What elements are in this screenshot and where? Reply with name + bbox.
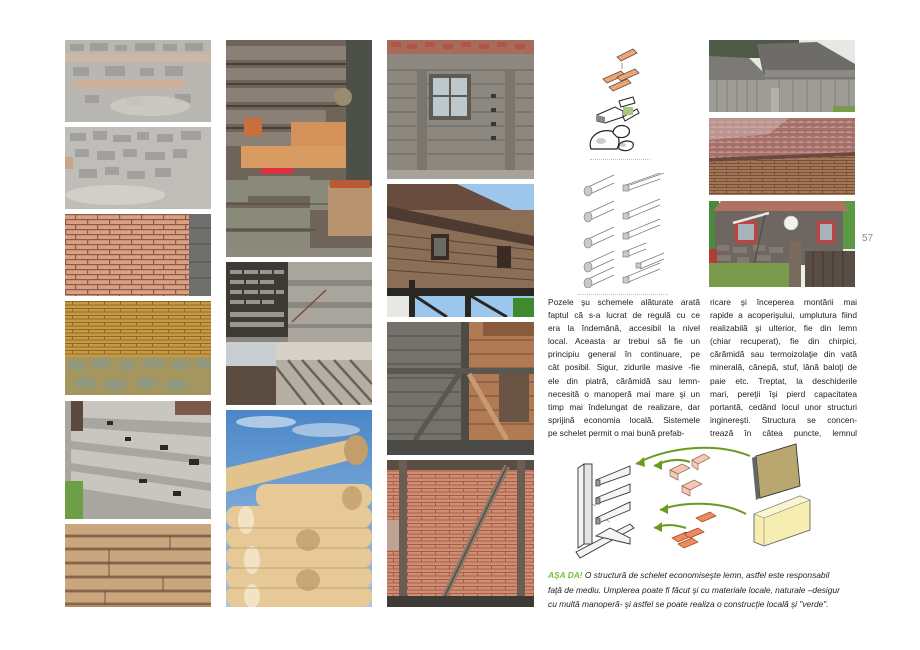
photo-rubble-stone-wall <box>65 127 211 209</box>
text-line: realizabilă şi ulterior, fie din lemn <box>710 323 857 334</box>
photo-wooden-planks <box>65 524 211 607</box>
text-divider <box>578 294 668 295</box>
text-line: principiu general în continuare, pe <box>548 349 700 360</box>
caption-line-2: faţă de mediu. Umplerea poate fi făcut şi cu materiale locale, naturale –desigur <box>548 584 840 595</box>
text-line: portantă, cedând locul unor structuri <box>710 401 857 412</box>
photo-wooden-barns <box>709 40 855 112</box>
photo-wooden-house-window <box>387 40 534 179</box>
text-line: sprijină economia locală. Sistemele <box>548 414 700 425</box>
text-line: inginereşti. Structura se concen- <box>710 414 857 425</box>
text-line: pe schelet permit o mai bună prefab- <box>548 427 685 438</box>
photo-timber-frame-brace <box>387 322 534 455</box>
photo-tiled-roof-brick-wall <box>709 118 855 195</box>
body-text-left-column <box>548 296 700 440</box>
page-number: 57 <box>862 233 874 244</box>
photo-stone-brick-wall <box>65 40 211 122</box>
text-line: ricare şi începerea montării mai <box>710 297 857 307</box>
text-line: cât posibil. Sigur, zidurile masive -fie <box>548 362 700 373</box>
text-line: Pozele şu schemele alăturate arată <box>548 297 700 307</box>
diagram-logs-and-beams <box>580 173 670 288</box>
body-text-right-column <box>710 296 857 440</box>
photo-brick-wall <box>65 214 211 296</box>
photo-brick-infill-timber <box>387 460 534 607</box>
photo-wooden-house-fence <box>387 184 534 317</box>
text-line: local. Aceasta ar trebui să fie un <box>548 336 700 347</box>
diagram-frame-infill-materials <box>570 440 820 565</box>
text-line: necesită o manoperă mai mare şi un <box>548 388 700 399</box>
caption-text: O structură de schelet economiseşte lemn, astfel este responsabil <box>582 570 830 580</box>
diagram-materials-bricks-stones <box>585 45 685 160</box>
text-line: faptul că s-a lucrat de regulă cu ce <box>548 310 700 321</box>
text-line: minerală, cânepă, stuf, lână baloţi de <box>710 362 857 373</box>
text-line: era la îndemână, accesibil la nivel <box>548 323 700 334</box>
text-line: rapide a acoperişului, umplutura fiind <box>710 310 857 321</box>
caption-line-3: cu multă manoperă- şi astfel se poate realiza o construcţie locală şi "verde". <box>548 599 829 609</box>
photo-round-log-cabin <box>226 410 372 607</box>
figure-caption <box>548 568 868 612</box>
text-line: paie etc. Treptat, la deschiderile <box>710 375 857 386</box>
text-line: trează în câtea puncte, lemnul <box>710 427 857 438</box>
text-line: timp mai îndelungat de realizare, dar <box>548 401 700 412</box>
caption-highlight: AŞA DA! <box>548 570 583 580</box>
photo-stone-house-satellite <box>709 201 855 287</box>
diagram-divider <box>590 159 650 160</box>
text-line: ele din piatră, cărămidă sau lemn- <box>548 375 700 386</box>
photo-log-corner-stone-foundation <box>226 40 372 257</box>
photo-stacked-stone-wood-lattice <box>226 262 372 405</box>
photo-yellow-brick-stone-base <box>65 301 211 395</box>
caption-line-1 <box>548 568 868 583</box>
text-line: mari, pereţii îşi pierd capacitatea <box>710 388 857 399</box>
text-line: cărămidă sau termoizolaţie din vată <box>710 349 857 360</box>
text-line: (chiar recuperat), fie din chirpici, <box>710 336 857 347</box>
photo-weathered-log-wall <box>65 401 211 519</box>
